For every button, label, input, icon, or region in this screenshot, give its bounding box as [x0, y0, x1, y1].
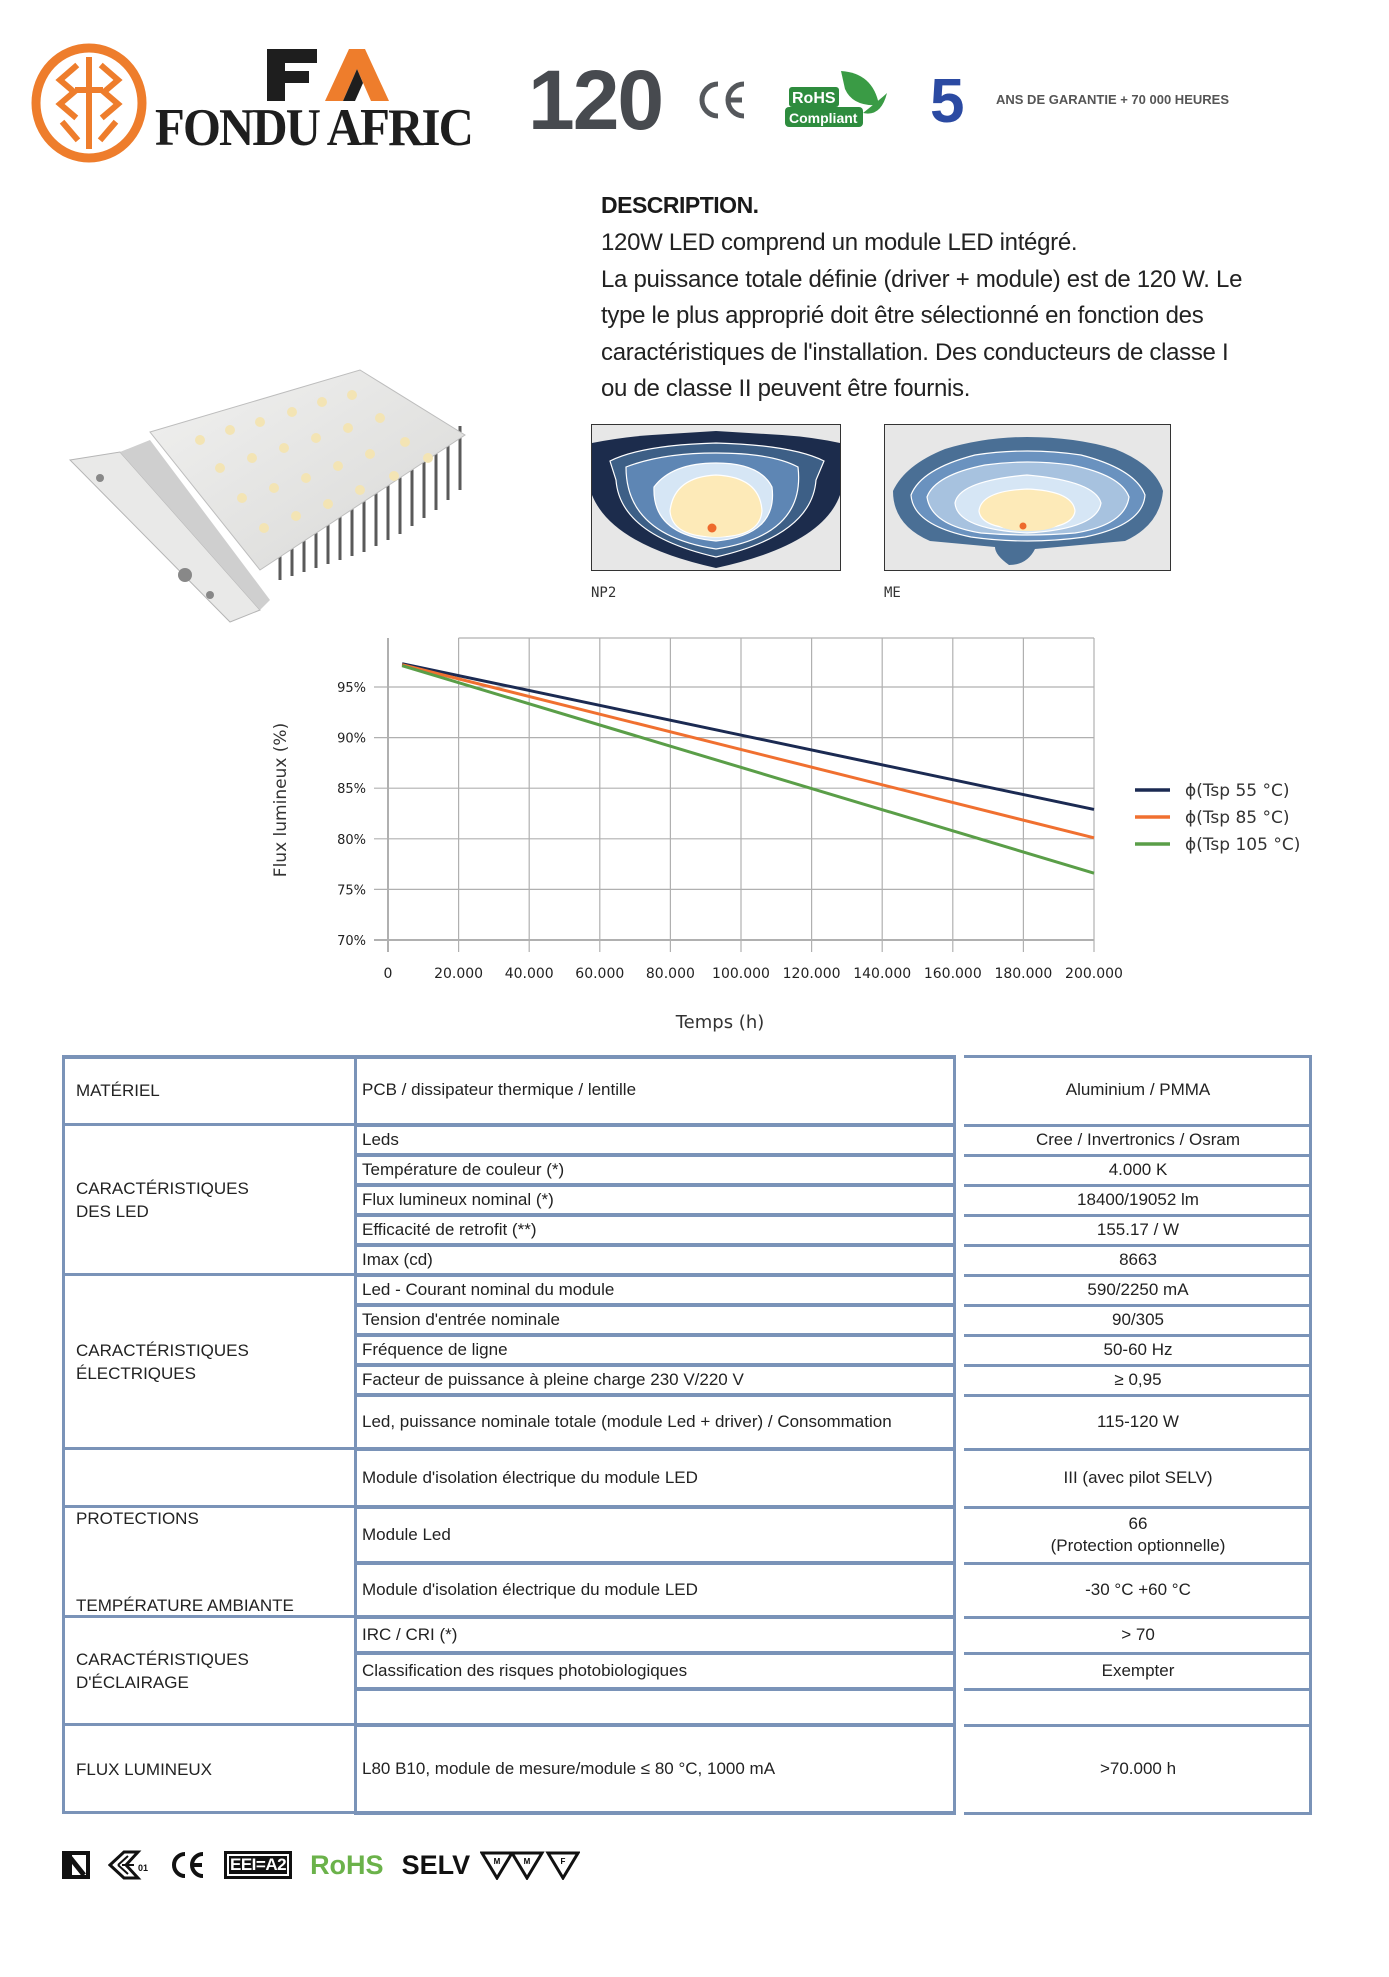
spec-value: ≥ 0,95: [1114, 1370, 1162, 1389]
chart-x-tick-label: 100.000: [712, 966, 770, 982]
table-divider: [964, 1812, 1312, 1815]
table-divider: [953, 1055, 956, 1813]
model-number: 120: [528, 53, 663, 147]
table-divider: [62, 1055, 65, 1813]
lumen-maintenance-chart: [250, 630, 1350, 1050]
spec-group-label: CARACTÉRISTIQUES ÉLECTRIQUES: [76, 1341, 249, 1383]
chart-x-tick-label: 140.000: [853, 966, 912, 982]
chart-series-line: [402, 665, 1094, 838]
chart-x-tick-label: 20.000: [434, 966, 484, 982]
description-body: [601, 225, 1321, 408]
spec-parameter: Module d'isolation électrique du module LED: [362, 1468, 698, 1487]
legend-label: ϕ(Tsp 85 °C): [1185, 808, 1290, 828]
spec-value: 90/305: [1112, 1310, 1164, 1329]
table-divider: [964, 1055, 1312, 1058]
chart-x-tick-label: 80.000: [645, 966, 695, 982]
spec-value: 590/2250 mA: [1087, 1280, 1189, 1299]
triangle-label: M: [523, 1857, 531, 1866]
isolux-diagram-me: [884, 424, 1171, 571]
chart-x-axis-label: Temps (h): [675, 1012, 765, 1033]
chart-y-axis-label: Flux lumineux (%): [271, 722, 291, 878]
ce-mark-icon: [170, 1851, 206, 1879]
spec-value: > 70: [1121, 1625, 1155, 1644]
spec-group-label: CARACTÉRISTIQUES D'ÉCLAIRAGE: [76, 1650, 249, 1692]
compliant-badge-text: Compliant: [789, 110, 858, 126]
chart-y-tick-label: 70%: [337, 934, 366, 949]
spec-group-label: CARACTÉRISTIQUES DES LED: [76, 1179, 249, 1221]
spec-parameter: Imax (cd): [362, 1250, 433, 1269]
spec-value: Cree / Invertronics / Osram: [1035, 1130, 1241, 1149]
rohs-label: RoHS: [310, 1849, 384, 1880]
chart-x-tick-label: 40.000: [504, 966, 554, 982]
enec-mark-icon: [108, 1850, 152, 1880]
chart-x-tick-label: 0: [383, 966, 393, 982]
description-title: DESCRIPTION.: [601, 192, 759, 218]
table-divider: [354, 1811, 956, 1815]
spec-value: [964, 1689, 1312, 1725]
isolux-label-me: ME: [884, 585, 901, 601]
spec-value: 115-120 W: [1097, 1412, 1179, 1431]
chart-y-tick-label: 80%: [337, 832, 366, 848]
spec-parameter: Leds: [362, 1130, 399, 1149]
spec-parameter: PCB / dissipateur thermique / lentille: [362, 1080, 637, 1099]
led-module-photo-icon: [60, 340, 500, 630]
spec-value: Aluminium / PMMA: [1065, 1080, 1211, 1099]
chart-x-tick-label: 60.000: [575, 966, 625, 982]
spec-value: 155.17 / W: [1096, 1220, 1180, 1239]
certification-icons: [62, 1845, 580, 1885]
rohs-compliant-badge: [783, 67, 893, 129]
spec-value: 4.000 K: [1108, 1160, 1168, 1179]
spec-value: 50-60 Hz: [1103, 1340, 1173, 1359]
spec-value: -30 °C +60 °C: [1085, 1580, 1191, 1599]
spec-parameter: Efficacité de retrofit (**): [362, 1220, 537, 1239]
description-line: ou de classe II peuvent être fournis.: [601, 375, 971, 402]
brand-name: FONDU AFRIC: [155, 99, 473, 157]
table-divider: [62, 1055, 956, 1059]
spec-parameter: Led - Courant nominal du module: [362, 1280, 615, 1299]
spec-parameter: IRC / CRI (*): [362, 1625, 458, 1644]
spec-group-label: MATÉRIEL: [76, 1080, 160, 1100]
brand-seal-logo: [30, 42, 148, 164]
triangle-label: M: [493, 1857, 501, 1866]
spec-parameter: Flux lumineux nominal (*): [362, 1190, 554, 1209]
spec-parameter: Facteur de puissance à pleine charge 230 V/220 V: [362, 1370, 744, 1389]
spec-value: 8663: [1119, 1250, 1157, 1269]
table-divider: [354, 1055, 357, 1813]
spec-value: Exempter: [1101, 1661, 1175, 1680]
triangle-label: F: [560, 1857, 566, 1866]
triangle-marks-icon: [480, 1850, 580, 1880]
chart-y-tick-label: 90%: [337, 731, 366, 747]
selv-label: SELV: [401, 1849, 471, 1880]
spec-parameter: Tension d'entrée nominale: [362, 1310, 560, 1329]
ce-mark-icon: [696, 80, 750, 120]
warranty-years: 5: [930, 67, 965, 136]
spec-value: >70.000 h: [1099, 1759, 1177, 1778]
chart-series-line: [402, 666, 1094, 873]
spec-group-label: PROTECTIONS: [76, 1509, 199, 1528]
table-divider: [62, 1811, 354, 1814]
spec-parameter: Module Led: [362, 1525, 451, 1544]
chart-x-tick-label: 180.000: [994, 966, 1053, 982]
spec-parameter: Classification des risques photobiologiques: [362, 1661, 688, 1680]
isolux-diagram-np2: [591, 424, 841, 571]
description-line: type le plus approprié doit être sélectionné en fonction des: [601, 302, 1204, 329]
chart-y-tick-label: 85%: [337, 782, 366, 798]
spec-value: 18400/19052 lm: [1077, 1190, 1199, 1209]
spec-parameter: Fréquence de ligne: [362, 1340, 508, 1359]
legend-label: ϕ(Tsp 55 °C): [1185, 781, 1290, 801]
chart-y-tick-label: 95%: [337, 681, 366, 696]
spec-parameter: Température de couleur (*): [362, 1160, 565, 1179]
chart-y-tick-label: 75%: [337, 883, 366, 899]
spec-parameter: Module d'isolation électrique du module LED: [362, 1580, 698, 1599]
spec-parameter: Led, puissance nominale totale (module Led + driver) / Consommation: [362, 1412, 892, 1431]
warranty-text: ANS DE GARANTIE + 70 000 HEURES: [996, 92, 1229, 107]
enec-mark-text: 01: [138, 1863, 149, 1873]
spec-parameter: L80 B10, module de mesure/module ≤ 80 °C, 1000 mA: [362, 1759, 776, 1778]
spec-group-label: FLUX LUMINEUX: [76, 1759, 213, 1779]
brand-fa-logo: [265, 45, 395, 103]
spec-value: 66 (Protection optionnelle): [1050, 1514, 1226, 1555]
spec-value: III (avec pilot SELV): [1063, 1468, 1213, 1487]
description-line: caractéristiques de l'installation. Des conducteurs de classe I: [601, 338, 1229, 366]
chart-x-tick-label: 200.000: [1065, 966, 1123, 982]
description-line: La puissance totale définie (driver + module) est de 120 W. Le: [601, 265, 1243, 293]
chart-x-tick-label: 120.000: [782, 966, 841, 982]
spec-group-label: [62, 1449, 354, 1507]
legend-label: ϕ(Tsp 105 °C): [1185, 835, 1301, 855]
description-line: 120W LED comprend un module LED intégré.: [601, 229, 1078, 256]
eei-label: EEI=A2: [224, 1851, 292, 1879]
spec-group-label: TEMPÉRATURE AMBIANTE: [76, 1596, 294, 1615]
spec-parameter: [354, 1689, 956, 1725]
isolux-label-np2: NP2: [591, 585, 617, 601]
chart-x-tick-label: 160.000: [923, 966, 982, 982]
rohs-badge-text: RoHS: [792, 90, 836, 107]
n-mark-icon: [62, 1851, 90, 1879]
table-divider: [1309, 1055, 1312, 1813]
chart-series-line: [402, 664, 1094, 810]
